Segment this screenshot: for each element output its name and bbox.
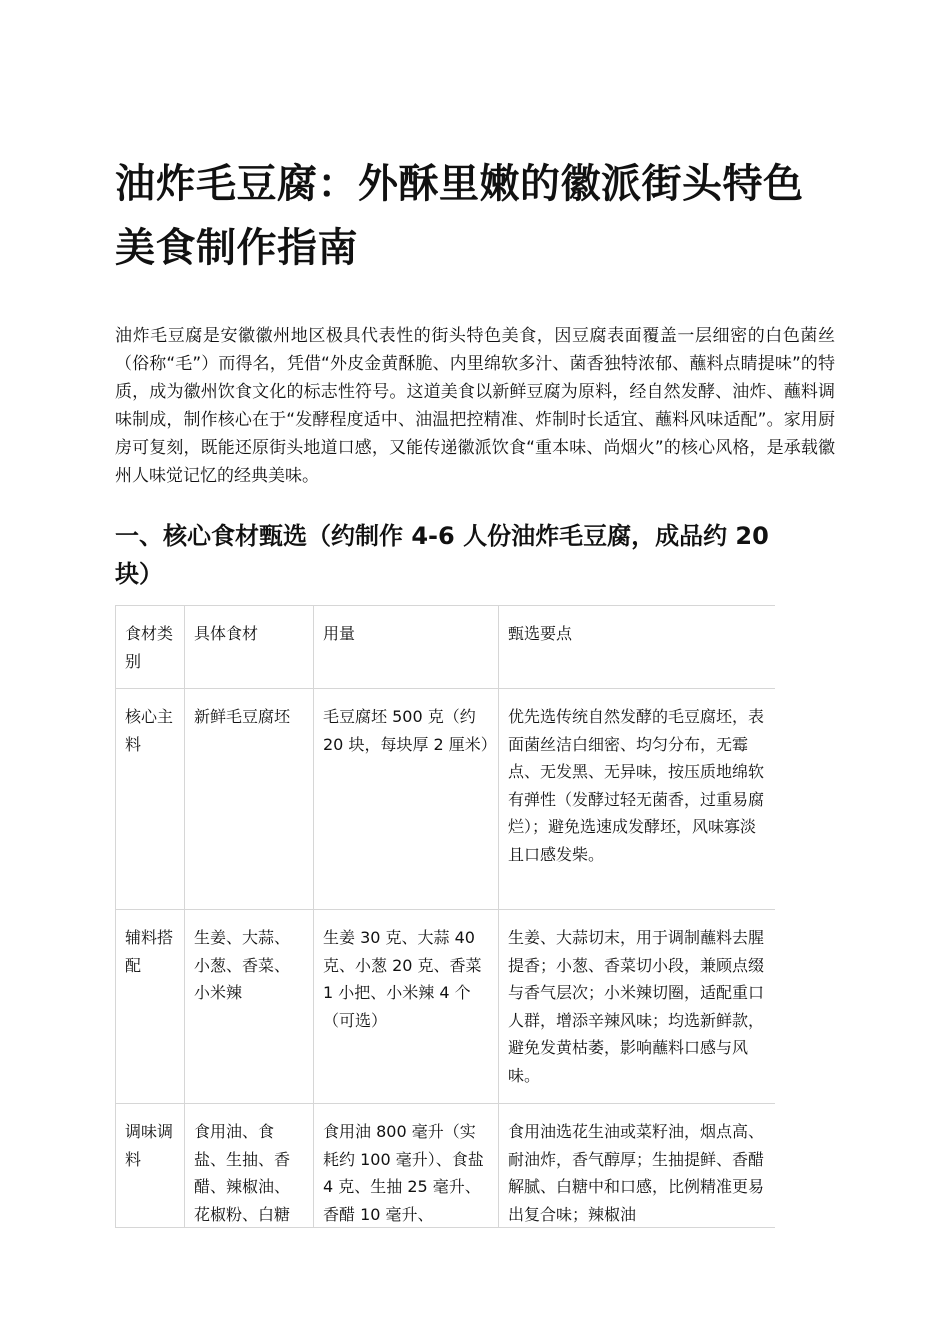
cell-category: 辅料搭配	[116, 910, 185, 1104]
section-heading-ingredients: 一、核心食材甄选（约制作 4-6 人份油炸毛豆腐，成品约 20 块）	[115, 522, 769, 588]
cell-tips: 优先选传统自然发酵的毛豆腐坯，表面菌丝洁白细密、均匀分布，无霉点、无发黑、无异味，按压质地绵软有弹性（发酵过轻无菌香，过重易腐烂）；避免选速成发酵坯，风味寡淡且口感发柴。	[499, 689, 776, 910]
header-tips: 甄选要点	[499, 606, 776, 689]
intro-paragraph: 油炸毛豆腐是安徽徽州地区极具代表性的街头特色美食，因豆腐表面覆盖一层细密的白色菌丝（俗称“毛”）而得名，凭借“外皮金黄酥脆、内里绵软多汁、菌香独特浓郁、蘸料点睛提味”的特质，成为徽州饮食文化的标志性符号。这道美食以新鲜豆腐为原料，经自然发酵、油炸、蘸料调味制成，制作核心在于“发酵程度适中、油温把控精准、炸制时长适宜、蘸料风味适配”。家用厨房可复刻，既能还原街头地道口感，又能传递徽派饮食“重本味、尚烟火”的核心风格，是承载徽州人味觉记忆的经典美味。	[115, 326, 835, 486]
document-title: 油炸毛豆腐：外酥里嫩的徽派街头特色美食制作指南	[115, 161, 804, 271]
cell-ingredient: 新鲜毛豆腐坯	[185, 689, 314, 910]
table-row	[116, 1104, 776, 1229]
cell-amount: 生姜 30 克、大蒜 40 克、小葱 20 克、香菜 1 小把、小米辣 4 个（可选）	[314, 910, 499, 1104]
header-ingredient: 具体食材	[185, 606, 314, 689]
cell-amount: 食用油 800 毫升（实耗约 100 毫升）、食盐 4 克、生抽 25 毫升、香醋 10 毫升、	[314, 1104, 499, 1229]
cell-tips: 食用油选花生油或菜籽油，烟点高、耐油炸，香气醇厚；生抽提鲜、香醋解腻、白糖中和口感，比例精准更易出复合味；辣椒油	[499, 1104, 776, 1229]
cell-amount: 毛豆腐坯 500 克（约 20 块，每块厚 2 厘米）	[314, 689, 499, 910]
header-amount: 用量	[314, 606, 499, 689]
cell-ingredient: 食用油、食盐、生抽、香醋、辣椒油、花椒粉、白糖	[185, 1104, 314, 1229]
ingredients-table	[115, 605, 775, 1228]
ingredients-table-container	[115, 605, 775, 1228]
cell-tips: 生姜、大蒜切末，用于调制蘸料去腥提香；小葱、香菜切小段，兼顾点缀与香气层次；小米辣切圈，适配重口人群，增添辛辣风味；均选新鲜款，避免发黄枯萎，影响蘸料口感与风味。	[499, 910, 776, 1104]
table-header-row	[116, 606, 776, 689]
cell-category: 核心主料	[116, 689, 185, 910]
header-category: 食材类别	[116, 606, 185, 689]
table-row	[116, 689, 776, 910]
cell-category: 调味调料	[116, 1104, 185, 1229]
cell-ingredient: 生姜、大蒜、小葱、香菜、小米辣	[185, 910, 314, 1104]
table-row	[116, 910, 776, 1104]
